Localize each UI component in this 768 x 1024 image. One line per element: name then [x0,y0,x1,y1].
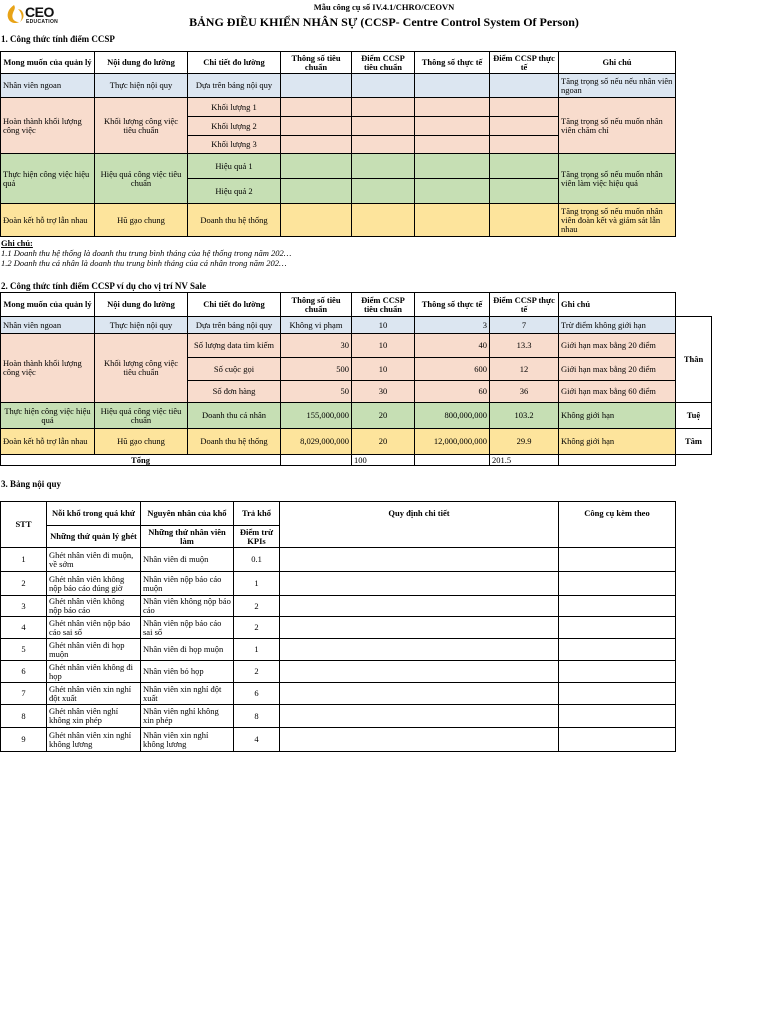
table-cell: Nhân viên xin nghỉ đột xuất [141,683,234,705]
table-cell: 50 [281,381,352,403]
header-cell: Điểm CCSP tiêu chuẩn [352,293,415,317]
table-row [1,617,676,639]
table-cell: Hiệu quả công việc tiêu chuẩn [95,154,188,204]
table-cell: 2 [234,661,280,683]
table-cell: Khối lượng 1 [188,98,281,117]
table-cell: 36 [490,381,559,403]
table-cell: 30 [352,381,415,403]
header-cell: Nỗi khổ trong quá khứ [47,502,141,526]
table-cell: 30 [281,334,352,358]
note-line: 1.1 Doanh thu hệ thống là doanh thu trung bình tháng của hệ thống trong năm 202… [1,248,292,258]
section3-heading: 3. Bảng nội quy [1,479,62,489]
table-cell: Nhân viên đi muộn [141,548,234,572]
table-cell: Tăng trọng số nếu nếu nhân viên ngoan [559,74,676,98]
table-cell: 103.2 [490,403,559,429]
table-cell: Doanh thu hệ thống [188,429,281,455]
table-cell: 7 [490,317,559,334]
header-cell: Những thứ quản lý ghét [47,526,141,548]
table-cell: 7 [1,683,47,705]
table-cell: Hiệu quả 2 [188,179,281,204]
table-cell [352,74,415,98]
table-cell: Doanh thu hệ thống [188,204,281,237]
side-label-than: Thân [676,317,712,403]
table-cell: Nhân viên ngoan [1,317,95,334]
notes-heading: Ghi chú: [1,238,33,248]
table-cell: Nhân viên không nộp báo cáo [141,596,234,617]
ccsp-formula-table [0,51,676,237]
table-cell: 8 [1,705,47,728]
table-cell: Khối lượng 3 [188,136,281,154]
table-row [1,728,676,752]
table-cell: Nhân viên bỏ họp [141,661,234,683]
table-cell [490,74,559,98]
table-cell: Không vi phạm [281,317,352,334]
table-cell: 1 [234,639,280,661]
table-cell: Thực hiện công việc hiệu quả [1,154,95,204]
table-cell: 2 [1,572,47,596]
table-cell: Số đơn hàng [188,381,281,403]
table-cell: Giới hạn max bằng 20 điểm [559,358,676,381]
header-cell: Công cụ kèm theo [559,502,676,548]
table-row [1,639,676,661]
table-cell: Ghét nhân viên nghỉ không xin phép [47,705,141,728]
table-cell: Đoàn kết hỗ trợ lẫn nhau [1,204,95,237]
table-cell: 8 [234,705,280,728]
table-cell: Không giới hạn [559,429,676,455]
table-cell: 60 [415,381,490,403]
header-cell: Điểm CCSP tiêu chuẩn [352,52,415,74]
table-cell: 20 [352,429,415,455]
table-cell: 9 [1,728,47,752]
header-cell: Thông số thực tế [415,293,490,317]
table-cell: Nhân viên nộp báo cáo muộn [141,572,234,596]
table-cell: 600 [415,358,490,381]
section2-heading: 2. Công thức tính điểm CCSP ví dụ cho vị trí NV Sale [1,281,207,291]
table-cell: 4 [1,617,47,639]
table-row [1,548,676,572]
table-cell: 10 [352,358,415,381]
table-cell: Đoàn kết hỗ trợ lẫn nhau [1,429,95,455]
ccsp-sale-example-table [0,292,712,466]
total-std-points: 100 [352,455,415,466]
header-cell: Nội dung đo lường [95,293,188,317]
table-cell: Ghét nhân viên nộp báo cáo sai số [47,617,141,639]
table-cell: 12 [490,358,559,381]
header-cell: Những thứ nhân viên làm [141,526,234,548]
table-cell: 20 [352,403,415,429]
table-cell: Hiệu quả 1 [188,154,281,179]
table-cell: Thực hiện công việc hiệu quả [1,403,95,429]
table-cell: 29.9 [490,429,559,455]
header-cell: Thông số tiêu chuẩn [281,52,352,74]
form-number: Mẫu công cụ số IV.4.1/CHRO/CEOVN [313,2,455,12]
table-cell: 155,000,000 [281,403,352,429]
table-cell: Ghét nhân viên đi họp muộn [47,639,141,661]
table-cell: Hiệu quả công việc tiêu chuẩn [95,403,188,429]
table-cell [415,74,490,98]
table-cell: Nhân viên nộp báo cáo sai số [141,617,234,639]
header-cell: Điểm trừ KPIs [234,526,280,548]
table-cell: 0.1 [234,548,280,572]
table-cell: 40 [415,334,490,358]
header-cell: Trả khổ [234,502,280,526]
table-cell: Không giới hạn [559,403,676,429]
table-cell: 500 [281,358,352,381]
table-cell: 6 [234,683,280,705]
table-cell: Ghét nhân viên đi muộn, về sớm [47,548,141,572]
table-cell: Hũ gạo chung [95,429,188,455]
header-cell: Mong muốn của quản lý [1,293,95,317]
table-cell: 8,029,000,000 [281,429,352,455]
table-cell: Số lượng data tìm kiếm [188,334,281,358]
table-cell [281,74,352,98]
table-cell: Nhân viên đi họp muộn [141,639,234,661]
table-cell: 13.3 [490,334,559,358]
table-cell: 1 [234,572,280,596]
table-cell: Dựa trên bảng nội quy [188,317,281,334]
table-row [1,705,676,728]
table-cell: Tăng trọng số nếu muốn nhân viên đoàn kết và giám sát lẫn nhau [559,204,676,237]
table-cell: Ghét nhân viên không đi họp [47,661,141,683]
header-cell: Ghi chú [559,52,676,74]
table-cell: Khối lượng 2 [188,117,281,136]
logo-text: CEO [25,4,54,20]
table-cell: Trừ điểm không giới hạn [559,317,676,334]
table-cell: Nhân viên ngoan [1,74,95,98]
header-cell: Quy định chi tiết [280,502,559,548]
header-cell: Chi tiết đo lường [188,52,281,74]
note-line: 1.2 Doanh thu cá nhân là doanh thu trung bình tháng của cá nhân trong năm 202… [1,258,287,268]
table-cell: 4 [234,728,280,752]
logo-subtext: EDUCATION [26,19,59,25]
table-cell: Giới hạn max bằng 60 điểm [559,381,676,403]
table-row [1,596,676,617]
header-cell: Thông số tiêu chuẩn [281,293,352,317]
table-cell: Ghét nhân viên không nộp báo cáo đúng giờ [47,572,141,596]
table-cell: 5 [1,639,47,661]
table-cell: Giới hạn max bằng 20 điểm [559,334,676,358]
table-cell: Tăng trọng số nếu muốn nhân viên chăm chỉ [559,98,676,154]
table-cell: 800,000,000 [415,403,490,429]
table-cell: 2 [234,617,280,639]
table-cell: 1 [1,548,47,572]
table-cell: Khối lượng công việc tiêu chuẩn [95,334,188,403]
table-cell: 10 [352,317,415,334]
table-cell: Dựa trên bảng nội quy [188,74,281,98]
total-label: Tổng [1,455,281,466]
table-cell: 3 [1,596,47,617]
table-cell: Số cuộc gọi [188,358,281,381]
table-cell: Nhân viên xin nghỉ không lương [141,728,234,752]
table-cell: 10 [352,334,415,358]
table-cell: 12,000,000,000 [415,429,490,455]
header-cell: Mong muốn của quản lý [1,52,95,74]
total-actual-points: 201.5 [490,455,559,466]
header-cell: STT [1,502,47,548]
table-cell: Khối lượng công việc tiêu chuẩn [95,98,188,154]
header-cell: Ghi chú [559,293,676,317]
page-title: BẢNG ĐIỀU KHIỂN NHÂN SỰ (CCSP- Centre Control System Of Person) [189,15,579,29]
table-cell: Ghét nhân viên xin nghỉ không lương [47,728,141,752]
table-row [1,661,676,683]
table-cell: Hoàn thành khối lượng công việc [1,98,95,154]
table-cell: Ghét nhân viên không nộp báo cáo [47,596,141,617]
header-cell: Chi tiết đo lường [188,293,281,317]
internal-rules-table [0,501,676,752]
header-cell: Nguyên nhân của khổ [141,502,234,526]
section1-heading: 1. Công thức tính điểm CCSP [1,34,115,44]
header-cell: Nội dung đo lường [95,52,188,74]
table-cell: Ghét nhân viên xin nghỉ đột xuất [47,683,141,705]
table-row [1,572,676,596]
side-label-tam: Tâm [676,429,712,455]
table-cell: 2 [234,596,280,617]
table-cell: Hoàn thành khối lượng công việc [1,334,95,403]
header-cell: Thông số thực tế [415,52,490,74]
table-cell: Hũ gạo chung [95,204,188,237]
table-cell: Thực hiện nội quy [95,317,188,334]
table-row [1,683,676,705]
table-cell: Doanh thu cá nhân [188,403,281,429]
table-cell: Thực hiện nội quy [95,74,188,98]
table-cell: 6 [1,661,47,683]
side-label-tue: Tuệ [676,403,712,429]
notes-block [1,238,291,268]
table-cell: Tăng trọng số nếu muốn nhân viên làm việc hiệu quả [559,154,676,204]
header-cell: Điểm CCSP thực tế [490,52,559,74]
header-cell: Điểm CCSP thực tế [490,293,559,317]
table-cell: 3 [415,317,490,334]
table-cell: Nhân viên nghỉ không xin phép [141,705,234,728]
